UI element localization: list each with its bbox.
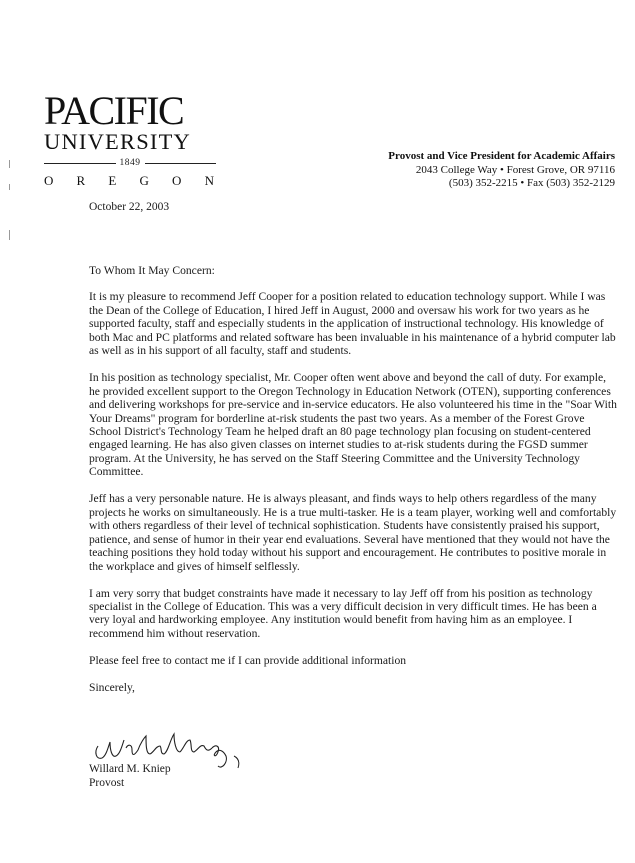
logo-oregon [44, 173, 214, 189]
signer-block [89, 763, 171, 790]
logo-oregon-letter: G [139, 173, 149, 188]
margin-mark [9, 160, 10, 168]
logo-pacific: PACIFIC [44, 88, 184, 133]
signer-title: Provost [89, 776, 125, 789]
logo-rule-left [44, 163, 116, 164]
closing: Sincerely, [89, 680, 135, 694]
logo-oregon-letter: O [172, 173, 182, 188]
logo-oregon-letter: O [44, 173, 54, 188]
letter-body [89, 264, 619, 708]
paragraph: Please feel free to contact me if I can provide additional information [89, 653, 407, 667]
office-address: 2043 College Way • Forest Grove, OR 97116 [415, 163, 615, 176]
logo-university: UNIVERSITY [44, 129, 191, 154]
logo-oregon-letter: R [76, 173, 86, 188]
office-title: Provost and Vice President for Academic Affairs [388, 150, 615, 162]
logo-rule-right [145, 163, 217, 164]
salutation: To Whom It May Concern: [89, 264, 215, 277]
logo-oregon-letter: E [108, 173, 117, 188]
paragraph: In his position as technology specialist, Mr. Cooper often went above and beyond the call of duty. For example, he provided excellent support to the Oregon Technology in Education Network (OTEN), supporting conferences and delivering workshops for pre-service and in-service educators. He also volunteered his time in the "Soar With Your Dreams" program for borderline at-risk students the past two years. As a member of the Forest Grove School District's Technology Team he helped draft an 80 page technology plan focusing on student-centered engaged learning. He has also given classes on internet studies to at-risk students during the FGSD summer program. At the University, he has served on the Staff Steering Committee and the University Technology Committee. [89, 371, 617, 479]
paragraph: I am very sorry that budget constraints have made it necessary to lay Jeff off from his position as technology specialist in the College of Education. This was a very difficult decision in very difficult times. He has been a very loyal and hardworking employee. Any institution would benefit from having him as an employee. I recommend him without reservation. [89, 586, 597, 640]
margin-mark [9, 184, 10, 190]
paragraph: Jeff has a very personable nature. He is always pleasant, and finds ways to help others regardless of the many projects he works on simultaneously. He is a true multi-tasker. He is a team player, working well and comfortably with others regardless of their level of technical sophistication. Students have consistently praised his support, patience, and sense of humor in their year end evaluations. Several have mentioned that they would not have the teaching positions they hold today without his support and encouragement. He contributes to positive morale in the workplace and gives of himself selflessly. [89, 492, 617, 573]
logo-year-row [44, 158, 216, 168]
signer-name: Willard M. Kniep [89, 763, 171, 775]
paragraph: It is my pleasure to recommend Jeff Cooper for a position related to education technology support. While I was the Dean of the College of Education, I hired Jeff in August, 2000 and oversaw his work for two years as he supported faculty, staff and especially students in the application of instructional technology. His knowledge of both Mac and PC platforms and related software has been invaluable in his maintenance of a hybrid computer lab as well as in his support of all faculty, staff and students. [89, 290, 616, 358]
office-address-block [388, 150, 615, 191]
university-logo [44, 88, 224, 189]
margin-mark [9, 230, 10, 240]
logo-year: 1849 [119, 158, 141, 168]
office-phone: (503) 352-2215 • Fax (503) 352-2129 [448, 177, 615, 189]
logo-oregon-letter: N [204, 173, 214, 188]
letter-date: October 22, 2003 [89, 201, 170, 213]
